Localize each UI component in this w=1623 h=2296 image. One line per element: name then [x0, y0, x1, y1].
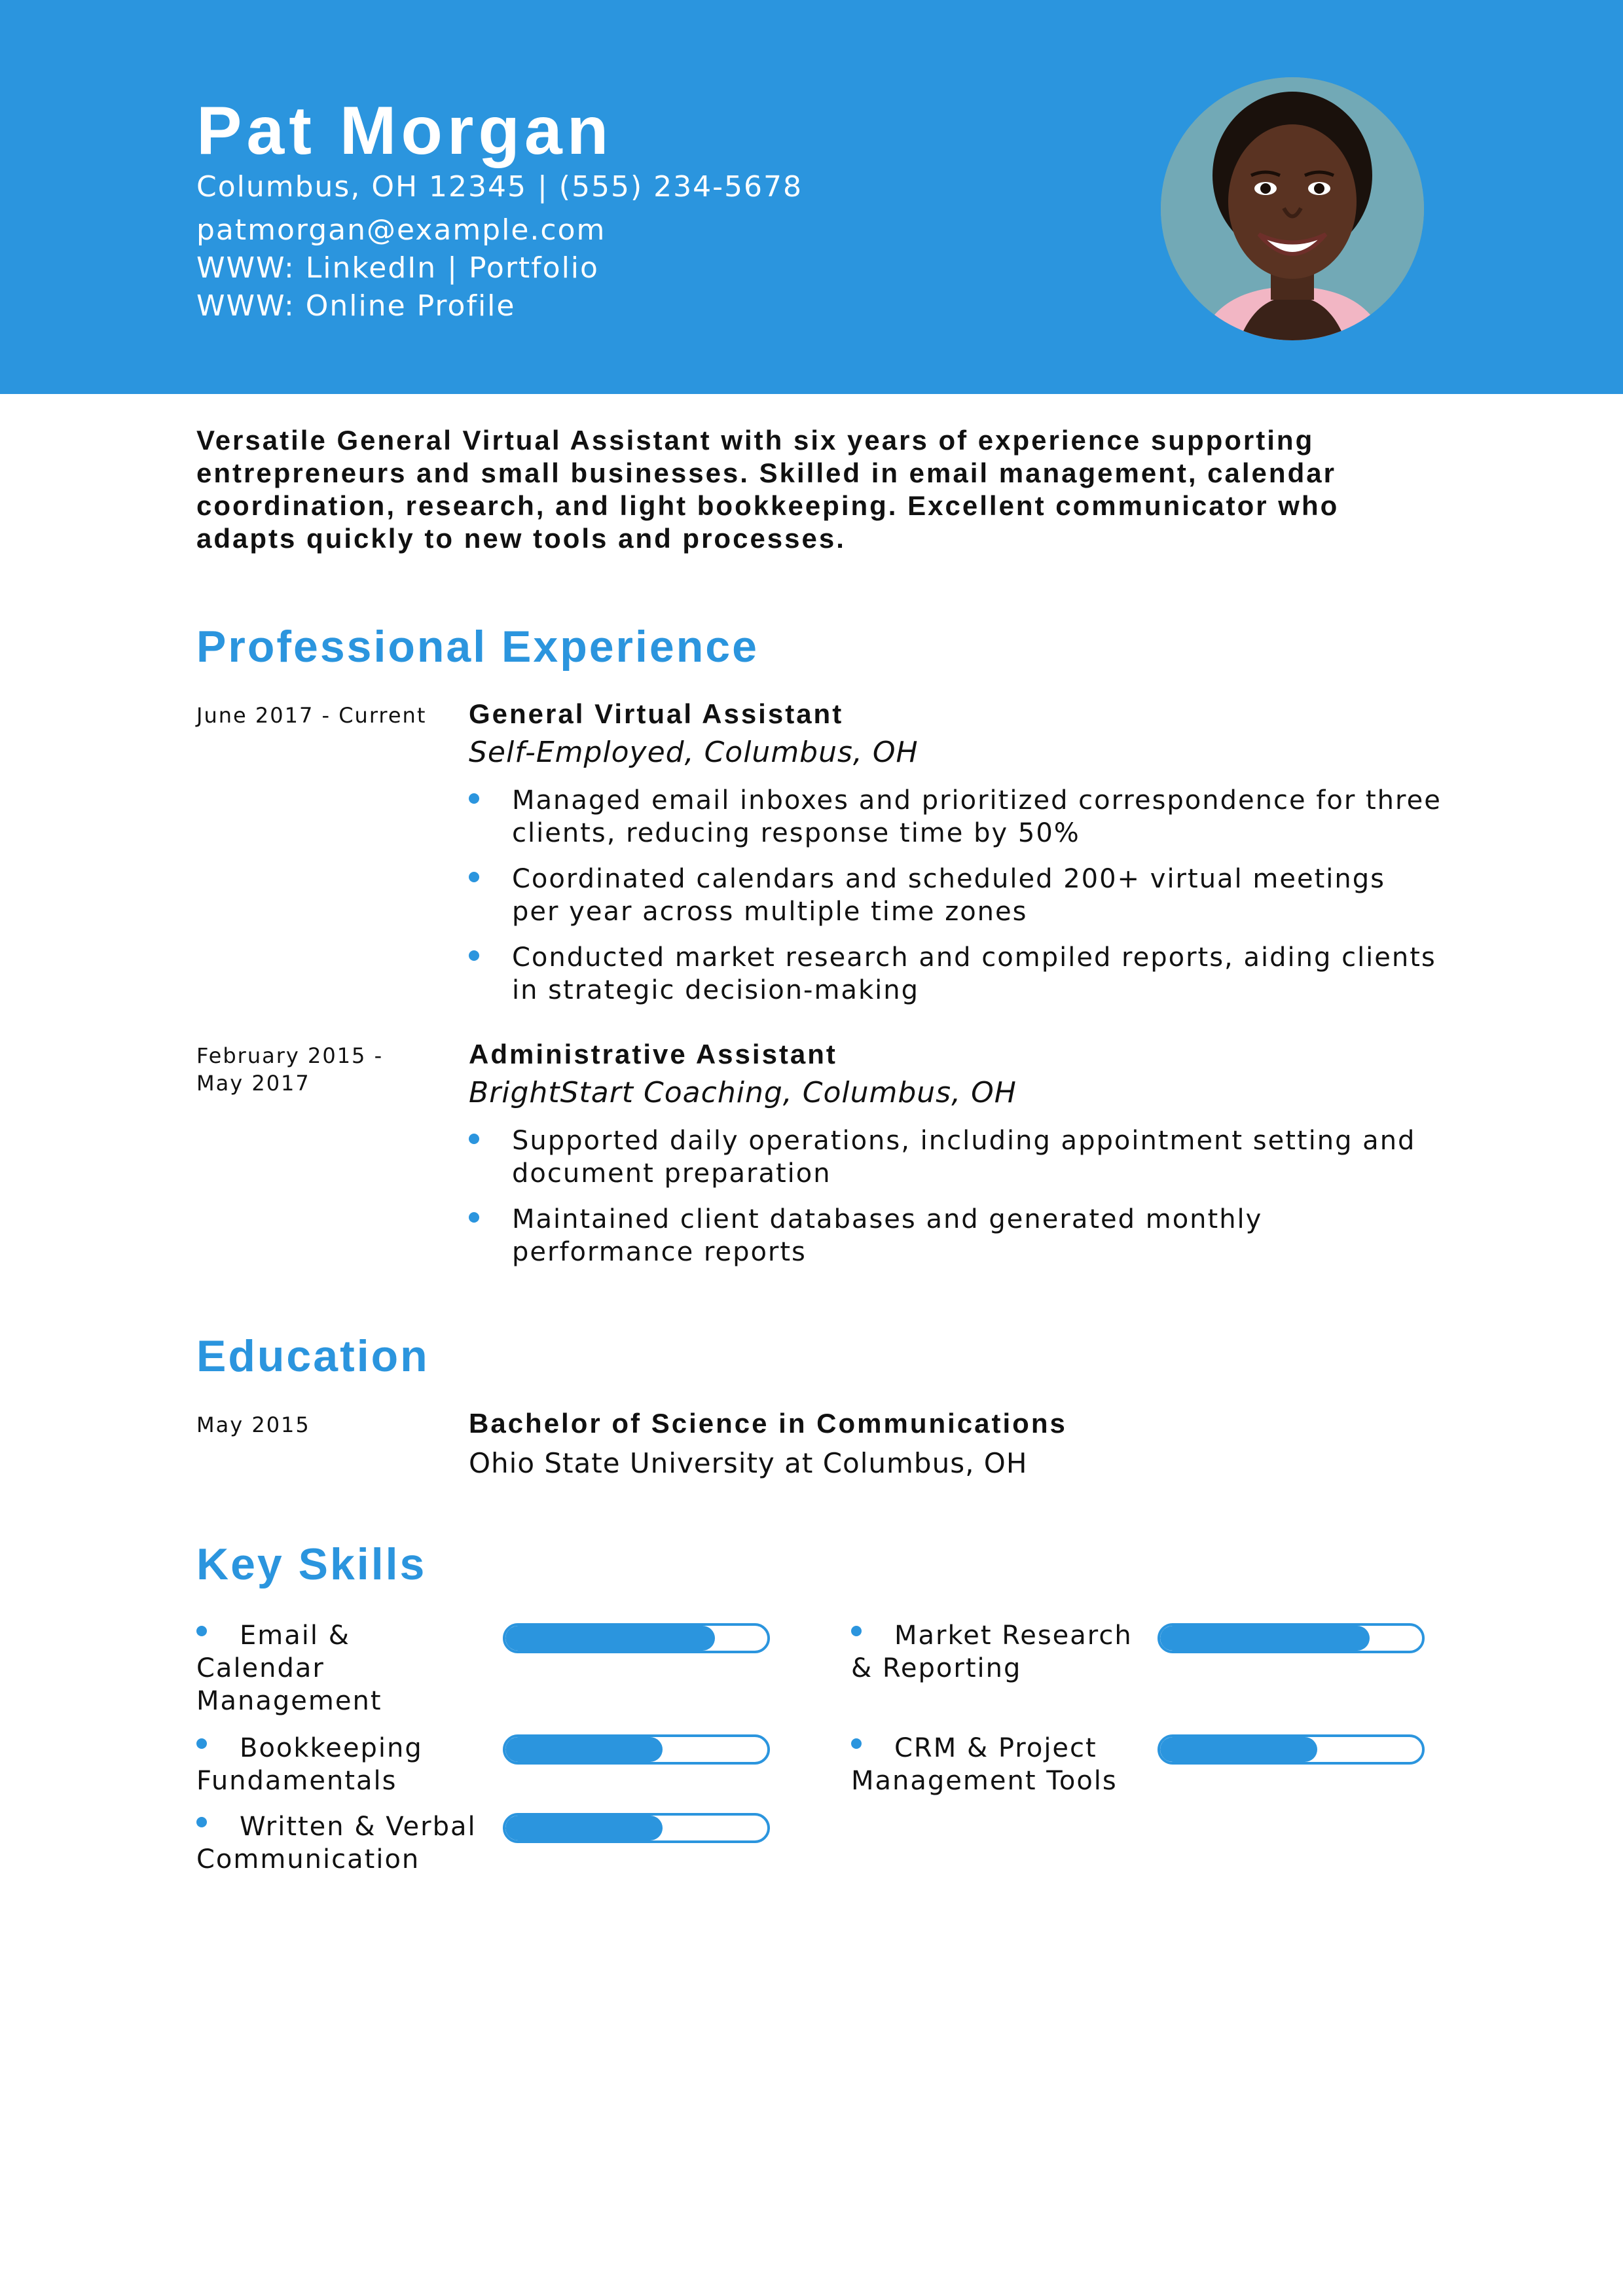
skill-level-fill — [505, 1737, 663, 1762]
skill-level-bar — [503, 1813, 770, 1843]
job-dates: February 2015 - May 2017 — [196, 1043, 384, 1096]
job-company: BrightStart Coaching, Columbus, OH — [469, 1076, 1017, 1109]
header-banner — [0, 0, 1623, 394]
skill-level-bar — [503, 1734, 770, 1765]
skill-name: Written & Verbal Communication — [196, 1812, 477, 1874]
address-phone: Columbus, OH 12345 | (555) 234-5678 — [196, 170, 803, 204]
job-title: Administrative Assistant — [469, 1039, 837, 1069]
job-dates: June 2017 - Current — [196, 703, 427, 728]
skill-level-fill — [1160, 1737, 1317, 1762]
bullet-dot-icon — [469, 950, 479, 961]
skill-level-fill — [505, 1816, 663, 1840]
skill-level-bar — [1158, 1734, 1425, 1765]
skill-name: Email & Calendar Management — [196, 1621, 382, 1716]
bullet-text: Coordinated calendars and scheduled 200+ virtual meetings per year across multiple time zones — [512, 864, 1385, 927]
skill-name: CRM & Project Management Tools — [851, 1733, 1118, 1796]
bullet-text: Managed email inboxes and prioritized correspondence for three clients, reducing response time by 50% — [512, 785, 1442, 848]
profile-photo — [1161, 77, 1424, 340]
candidate-name: Pat Morgan — [196, 93, 613, 169]
skill-level-fill — [1160, 1626, 1370, 1651]
profile-photo-illustration — [1161, 77, 1424, 340]
job-title: General Virtual Assistant — [469, 698, 844, 729]
degree-title: Bachelor of Science in Communications — [469, 1408, 1067, 1439]
section-heading-education: Education — [196, 1331, 429, 1381]
skill-name: Market Research & Reporting — [851, 1621, 1133, 1683]
skill-level-bar — [503, 1623, 770, 1653]
skill-level-bar — [1158, 1623, 1425, 1653]
www-online-profile[interactable]: WWW: Online Profile — [196, 289, 516, 323]
bullet-dot-icon — [469, 1134, 479, 1144]
bullet-dot-icon — [469, 793, 479, 804]
section-heading-skills: Key Skills — [196, 1539, 427, 1589]
email-address[interactable]: patmorgan@example.com — [196, 213, 606, 247]
section-heading-experience: Professional Experience — [196, 622, 759, 672]
bullet-text: Supported daily operations, including appointment setting and document preparation — [512, 1126, 1416, 1189]
bullet-text: Maintained client databases and generated monthly performance reports — [512, 1204, 1263, 1267]
school-name: Ohio State University at Columbus, OH — [469, 1447, 1028, 1479]
skill-level-fill — [505, 1626, 715, 1651]
professional-summary: Versatile General Virtual Assistant with six years of experience supporting entrepreneurs and small businesses. Skilled in email management, calendar coordination, research, and light bookkeeping. Excellent communicator who adapts quickly to new tools and processes. — [196, 425, 1340, 554]
www-links[interactable]: WWW: LinkedIn | Portfolio — [196, 251, 599, 285]
bullet-dot-icon — [469, 1212, 479, 1223]
bullet-text: Conducted market research and compiled reports, aiding clients in strategic decision-making — [512, 942, 1436, 1005]
job-company: Self-Employed, Columbus, OH — [469, 736, 919, 769]
bullet-dot-icon — [469, 872, 479, 882]
education-date: May 2015 — [196, 1412, 310, 1437]
skill-name: Bookkeeping Fundamentals — [196, 1733, 423, 1796]
